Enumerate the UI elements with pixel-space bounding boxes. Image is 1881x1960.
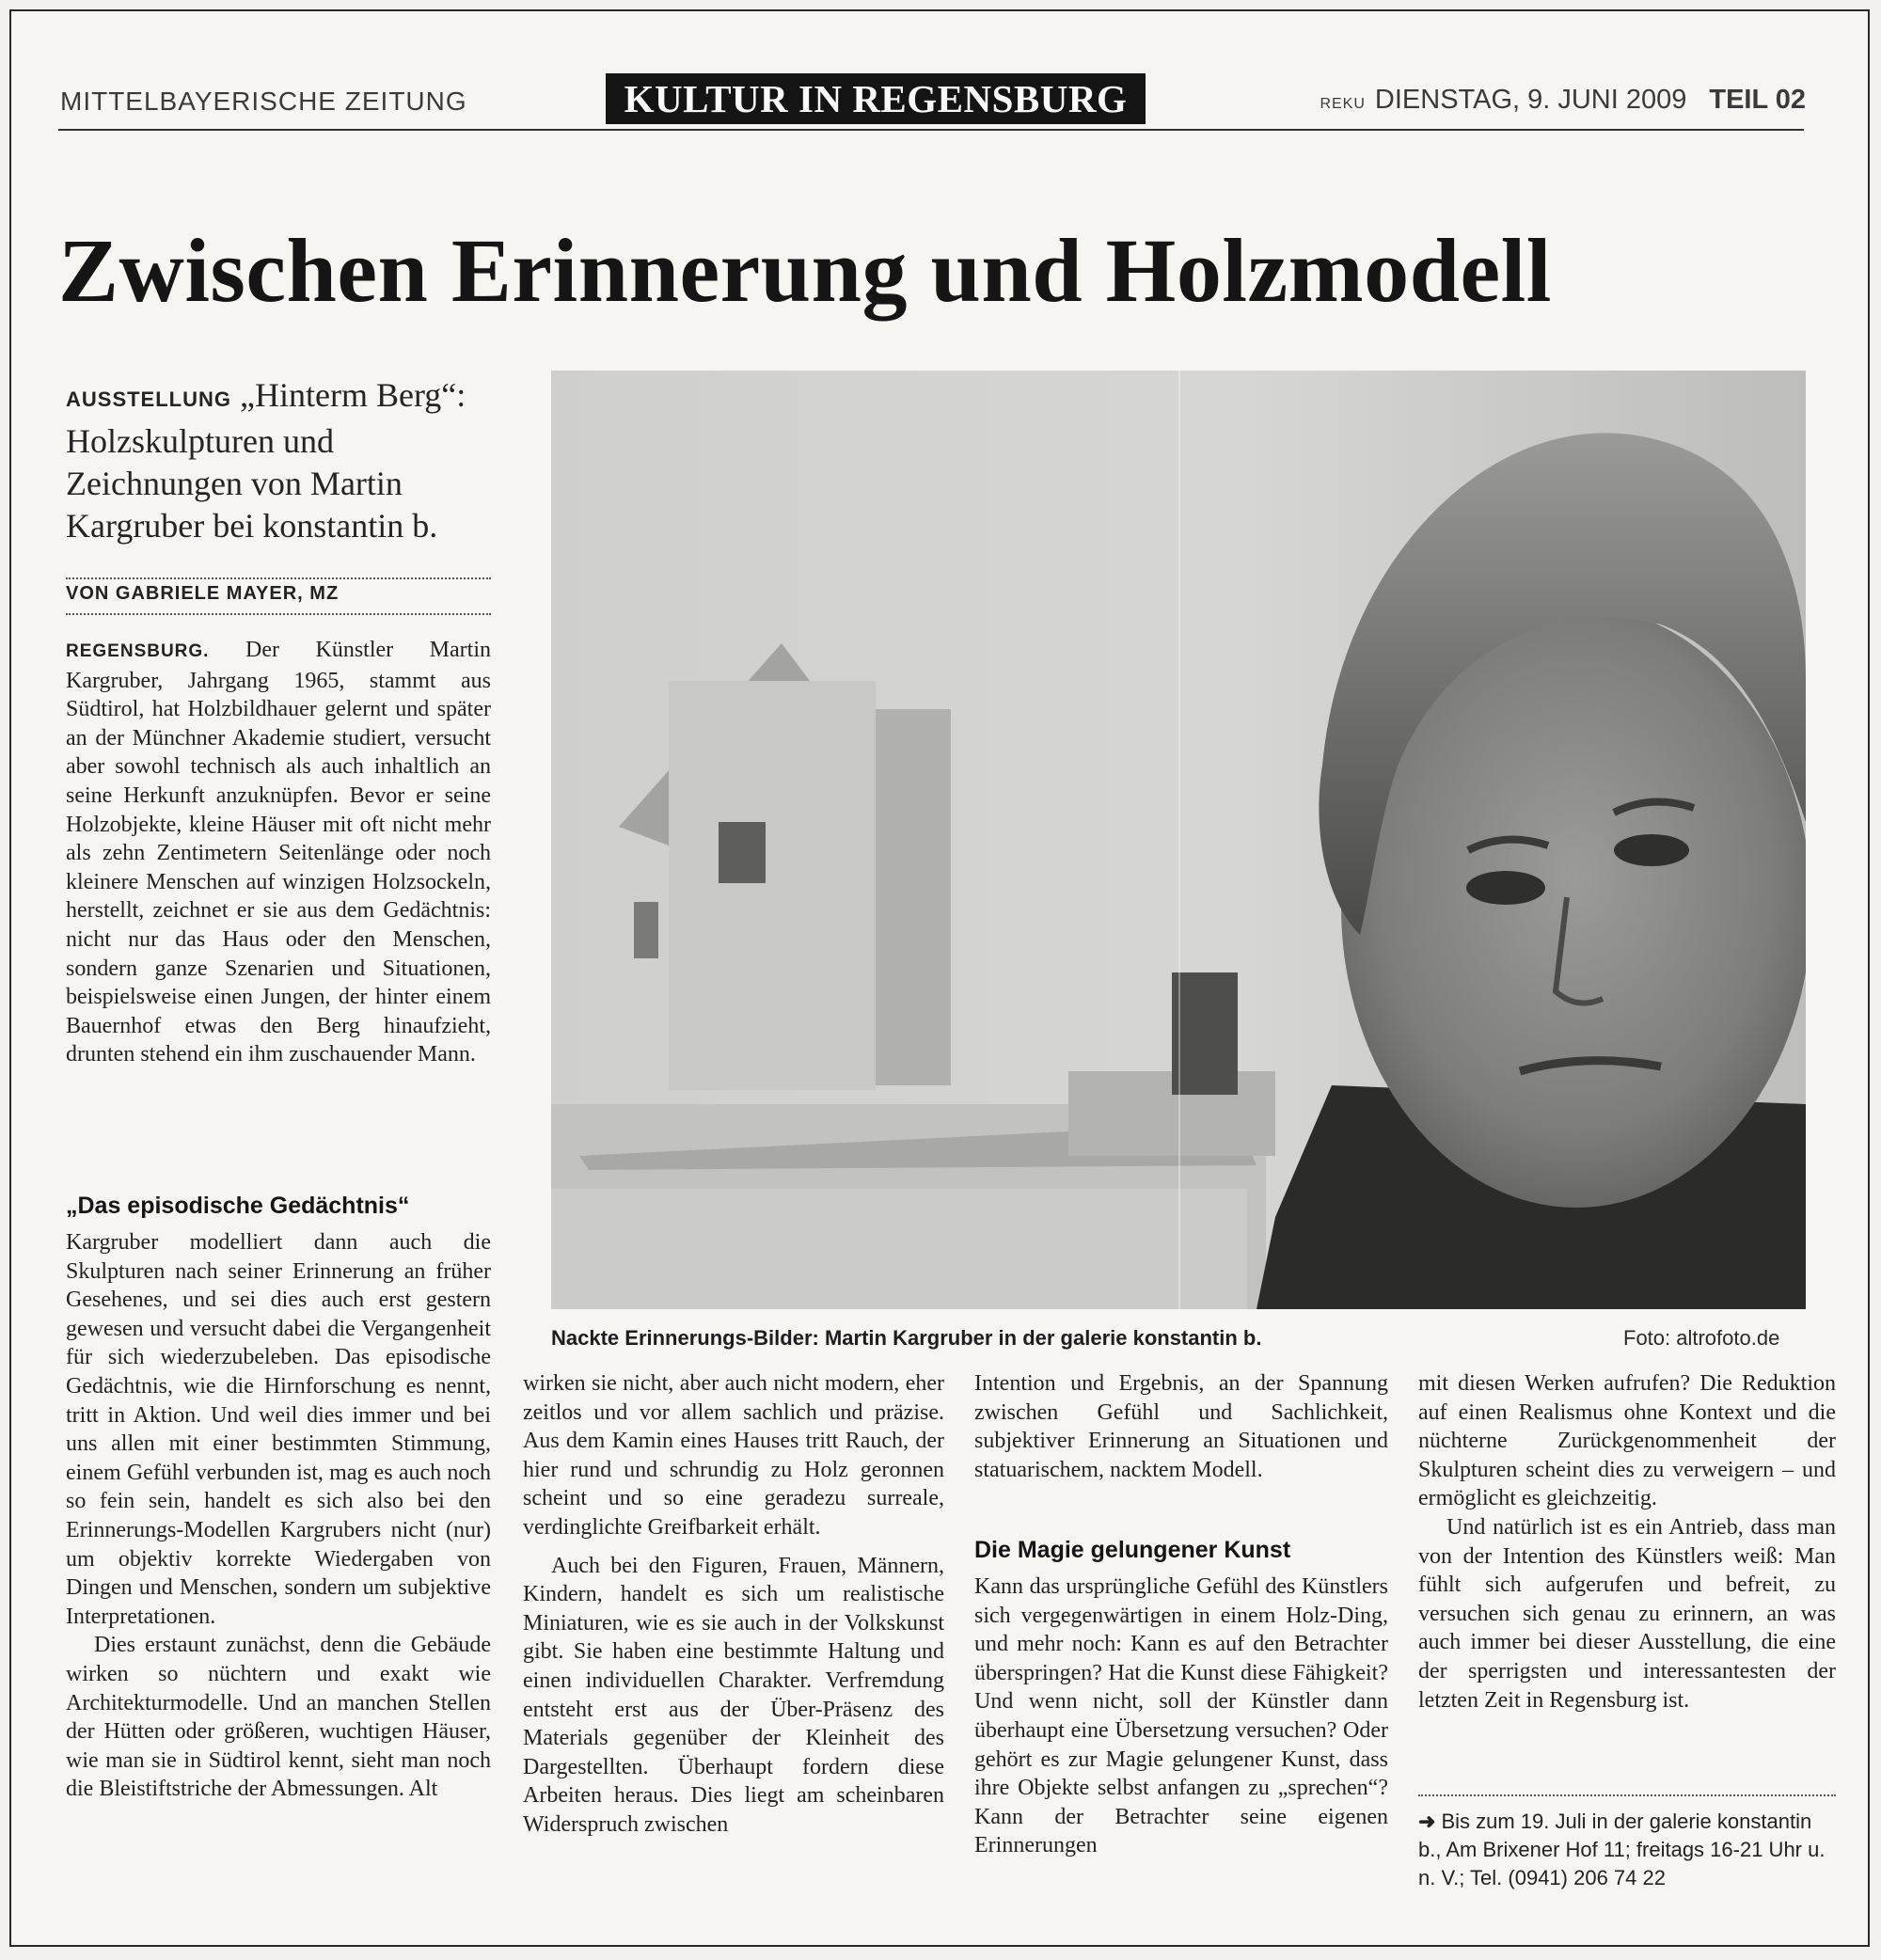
column-4	[1418, 1369, 1836, 1715]
paragraph-7: mit diesen Werken aufrufen? Die Reduktion auf einen Realismus ohne Kontext und die nüchterne Zurückgenommenheit der Skulpturen scheint dies zu verweigern – und ermöglicht es gleichzeitig.	[1418, 1371, 1836, 1511]
article-photo	[551, 371, 1806, 1309]
background-object	[1172, 972, 1238, 1095]
kicker-text: „Hinterm Berg“: Holzskulpturen und Zeichnungen von Martin Kargruber bei konstantin b.	[66, 376, 466, 545]
house-front	[669, 681, 876, 1090]
paragraph-3a: Dies erstaunt zunächst, denn die Gebäude wirken so nüchtern und exakt wie Architekturmodelle. Und an manchen Stellen der Hütten oder größeren, wuchtigen Häuser, wie man sie in Südtirol kennt, sieht man noch die Bleistiftstriche der Abmessungen. Alt	[66, 1633, 491, 1802]
house-door	[634, 902, 658, 958]
table-surface	[551, 1189, 1247, 1309]
kicker-label: AUSSTELLUNG	[66, 387, 231, 411]
paragraph-3b: wirken sie nicht, aber auch nicht modern, eher zeitlos und vor allem sachlich und präzise. Aus dem Kamin eines Hauses tritt Rauch, der hier rund und schrundig zu Holz geronnen scheint und so eine geradezu surreale, verdinglichte Greifbarkeit erhält.	[523, 1371, 944, 1540]
column-1-continued	[66, 1228, 491, 1804]
right-eye	[1614, 834, 1689, 866]
left-eye	[1466, 871, 1545, 905]
column-3-continued	[974, 1573, 1388, 1860]
paragraph-2: Kargruber modelliert dann auch die Skulpturen nach seiner Erinnerung an früher Gesehenes, und sei dies auch erst gestern gewesen und versucht dabei die Vergangenheit für sich wiederzubeleben. Das episodische Gedächtnis, wie die Hirnforschung es nennt, tritt in Aktion. Und weil dies immer und bei uns allen mit einer bestimmten Stimmung, einem Gefühl verbunden ist, mag es auch noch so fein sein, handelt es sich also bei den Erinnerungs-Modellen Kargrubers nicht (nur) um objektiv korrekte Wiedergaben von Dingen und Menschen, sondern um subjektive Interpretationen.	[66, 1230, 491, 1629]
exhibition-info	[1418, 1808, 1838, 1892]
newspaper-name: MITTELBAYERISCHE ZEITUNG	[60, 87, 467, 116]
edition-code: REKU	[1320, 96, 1366, 112]
header-rule	[58, 129, 1804, 131]
byline-rule-bottom	[66, 613, 491, 615]
house-side	[876, 709, 951, 1085]
section-number: TEIL 02	[1709, 85, 1806, 115]
paragraph-8: Und natürlich ist es ein Antrieb, dass man von der Intention des Künstlers weiß: Man fühlt sich aufgerufen und befreit, zu versuchen sich genau zu erinnern, an was auch immer bei dieser Ausstellung, die eine der sperrigsten und interessantesten der letzten Zeit in Regensburg ist.	[1418, 1514, 1836, 1713]
paragraph-1: Der Künstler Martin Kargruber, Jahrgang 1965, stammt aus Südtirol, hat Holzbildhauer gelernt und später an der Münchner Akademie studiert, versucht aber sowohl technisch als auch inhaltlich an seine Herkunft anzuknüpfen. Bevor er seine Holzobjekte, kleine Häuser mit oft nicht mehr als zehn Zentimetern Seitenlänge oder noch kleinere Menschen auf winzigen Holzsockeln, herstellt, zeichnet er sie aus dem Gedächtnis: nicht nur das Haus oder den Menschen, sondern ganze Szenarien und Situationen, beispielsweise einen Jungen, der hinter einem Bauernhof etwas den Berg hinaufzieht, drunten stehend ein ihm zuschauender Mann.	[66, 638, 492, 1067]
headline: Zwischen Erinnerung und Holzmodell	[58, 220, 1552, 321]
photo-credit: Foto: altrofoto.de	[1623, 1326, 1780, 1350]
photo-caption: Nackte Erinnerungs-Bilder: Martin Kargruber in der galerie konstantin b.	[551, 1326, 1262, 1350]
column-3	[974, 1369, 1388, 1484]
issue-date: DIENSTAG, 9. JUNI 2009	[1374, 85, 1687, 115]
section-banner: KULTUR IN REGENSBURG	[606, 73, 1146, 124]
paragraph-6: Kann das ursprüngliche Gefühl des Künstlers sich vergegenwärtigen in einem Holz-Ding, und mehr noch: Kann es auf den Betrachter überspringen? Hat die Kunst diese Fähigkeit? Und wenn nicht, soll der Künstler dann überhaupt eine Übersetzung versuchen? Oder gehört es zur Magie gelungener Kunst, dass ihre Objekte selbst anfangen zu „sprechen“? Kann der Betrachter seine eigenen Erinnerungen	[974, 1574, 1388, 1858]
house-window	[719, 822, 766, 883]
exhibition-info-text: Bis zum 19. Juli in der galerie konstantin b., Am Brixener Hof 11; freitags 16-21 Uhr u. n. V.; Tel. (0941) 206 74 22	[1418, 1810, 1826, 1889]
column-1	[66, 636, 491, 1069]
byline: VON GABRIELE MAYER, MZ	[66, 583, 340, 604]
subhead-episodic-memory: „Das episodische Gedächtnis“	[66, 1193, 410, 1219]
paragraph-5: Intention und Ergebnis, an der Spannung zwischen Gefühl und Sachlichkeit, subjektiver Erinnerung an Situationen und statuarischem, nacktem Modell.	[974, 1371, 1388, 1482]
info-rule	[1418, 1794, 1836, 1796]
paragraph-4: Auch bei den Figuren, Frauen, Männern, Kindern, handelt es sich um realistische Miniaturen, wie es sie auch in der Volkskunst gibt. Sie haben eine bestimmte Haltung und einen individuellen Charakter. Verfremdung entsteht erst aus der Über-Präsenz des Materials gegenüber der Kleinheit des Dargestellten. Überhaupt fordern diese Arbeiten heraus. Dies liegt am scheinbaren Widerspruch zwischen	[523, 1553, 944, 1837]
arrow-icon: ➜	[1418, 1810, 1436, 1833]
subhead-magic-of-art: Die Magie gelungener Kunst	[974, 1537, 1291, 1563]
column-2	[523, 1369, 944, 1840]
byline-rule-top	[66, 577, 491, 579]
kicker	[66, 374, 498, 547]
photo-illustration	[551, 371, 1806, 1309]
dateline: REGENSBURG.	[66, 641, 210, 661]
issue-info	[1320, 85, 1806, 116]
